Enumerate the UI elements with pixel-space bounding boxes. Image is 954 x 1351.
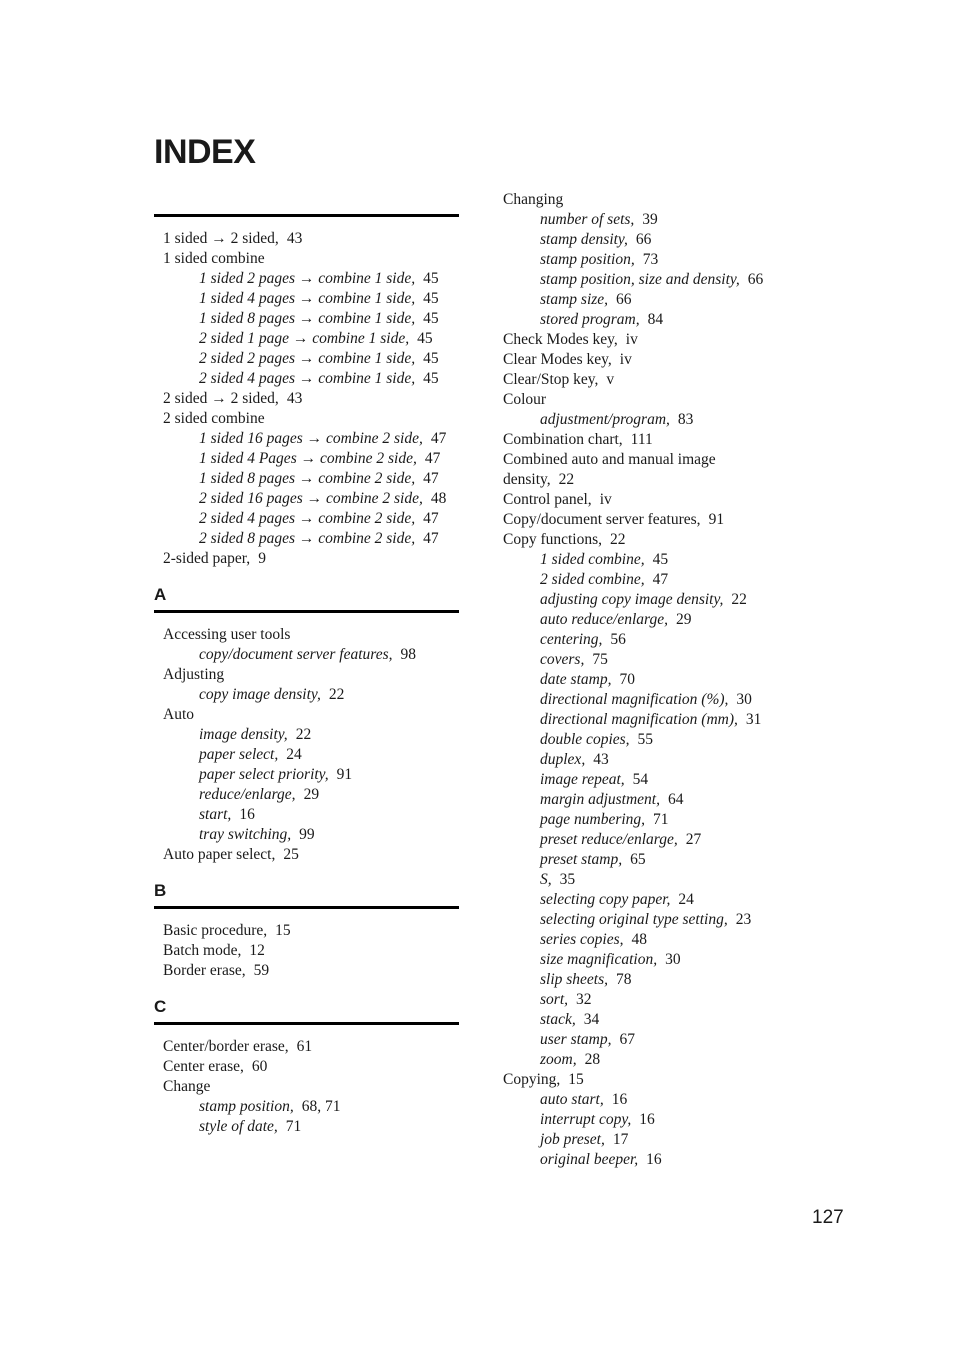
index-page-ref: 45 [423,310,439,327]
index-term: slip sheets, [540,971,609,988]
index-subentry [503,1090,803,1110]
index-term: 1 sided → 2 sided, [163,230,279,247]
index-page-ref: 45 [423,370,439,387]
index-term: Accessing user tools [163,626,291,643]
index-term: interrupt copy, [540,1111,632,1128]
index-page-ref: 25 [283,846,299,863]
index-group [154,1025,459,1137]
index-page-ref: 66 [616,291,632,308]
index-entry [154,941,459,961]
index-term: stamp position, size and density, [540,271,740,288]
index-page-ref: v [606,371,615,388]
index-term: 2 sided → 2 sided, [163,390,279,407]
index-page-ref: 61 [296,1038,313,1055]
index-page-ref: 35 [559,871,576,888]
index-term: Copying, [503,1071,561,1088]
index-page-ref: 16 [639,1111,655,1128]
index-subentry [503,990,803,1010]
section-letter: B [154,881,167,900]
index-term: tray switching, [199,826,292,843]
index-term: Border erase, [163,962,246,979]
index-subentry [503,850,803,870]
index-term: Combination chart, [503,431,623,448]
index-page-ref: 12 [249,942,265,959]
index-term: 2 sided 8 pages → combine 2 side, [199,530,416,547]
index-page-ref: 47 [423,530,439,547]
index-term: stamp density, [540,231,628,248]
index-page-ref: 66 [747,271,764,288]
index-page-ref: 27 [685,831,702,848]
index-term: Change [163,1078,211,1095]
index-subentry [154,1117,459,1137]
index-term: 2 sided 16 pages → combine 2 side, [199,490,423,507]
index-term: image repeat, [540,771,625,788]
index-page-ref: 47 [652,571,669,588]
index-page-ref: 48 [430,490,447,507]
index-term: Center erase, [163,1058,244,1075]
index-page-ref: 56 [610,631,626,648]
index-term: sort, [540,991,568,1008]
index-subentry [503,1110,803,1130]
index-term: 2 sided 4 pages → combine 2 side, [199,510,416,527]
index-entry [154,549,459,569]
index-entry [503,370,803,390]
index-term: size magnification, [540,951,658,968]
index-term: margin adjustment, [540,791,660,808]
index-subentry [503,590,803,610]
index-subentry [503,930,803,950]
index-entry [154,1037,459,1057]
index-page-ref: 16 [611,1091,628,1108]
index-term: 1 sided 8 pages → combine 2 side, [199,470,416,487]
index-entry [154,705,459,725]
index-entry [154,389,459,409]
index-term: Control panel, [503,491,592,508]
index-page-ref: 24 [678,891,694,908]
index-subentry [154,509,459,529]
index-term: Adjusting [163,666,225,683]
index-page-ref: 71 [653,811,669,828]
index-page-ref: 70 [619,671,635,688]
index-page-ref: 47 [430,430,447,447]
index-page-ref: 111 [630,431,653,448]
index-subentry [503,1130,803,1150]
index-entry [154,249,459,269]
index-entry [154,921,459,941]
index-group [154,217,459,569]
index-page-ref: 43 [593,751,609,768]
index-subentry [154,825,459,845]
index-entry [503,330,803,350]
index-entry [154,1057,459,1077]
index-page-ref: 16 [646,1151,662,1168]
index-subentry [503,770,803,790]
index-subentry [503,970,803,990]
index-entry [154,1077,459,1097]
index-page-ref: 15 [275,922,291,939]
index-term: image density, [199,726,288,743]
index-subentry [154,805,459,825]
index-subentry [503,210,803,230]
index-subentry [503,310,803,330]
index-page-ref: 64 [667,791,684,808]
section-letter: C [154,997,167,1016]
index-page-ref: 73 [642,251,659,268]
index-subentry [503,790,803,810]
index-term: Combined auto and manual image [503,451,716,468]
index-page-ref: 22 [558,471,575,488]
index-term: Check Modes key, [503,331,618,348]
index-page-ref: 48 [631,931,648,948]
index-term: duplex, [540,751,586,768]
index-page-ref: 71 [285,1118,302,1135]
index-page-ref: iv [599,491,612,508]
index-term: 1 sided 4 pages → combine 1 side, [199,290,416,307]
index-subentry [154,469,459,489]
index-entry [503,470,803,490]
index-entry [503,510,803,530]
index-term: Copy/document server features, [503,511,701,528]
index-term: Clear/Stop key, [503,371,599,388]
index-page-ref: 43 [286,230,303,247]
index-subentry [503,690,803,710]
index-page-ref: 16 [239,806,255,823]
index-term: 2 sided 2 pages → combine 1 side, [199,350,416,367]
index-entry [503,530,803,550]
index-entry [503,450,803,470]
index-page-ref: 31 [745,711,762,728]
index-subentry [503,950,803,970]
index-term: 1 sided 2 pages → combine 1 side, [199,270,416,287]
index-subentry [154,369,459,389]
index-term: density, [503,471,551,488]
index-subentry [503,910,803,930]
index-term: preset reduce/enlarge, [540,831,678,848]
index-term: double copies, [540,731,630,748]
index-subentry [503,1010,803,1030]
index-term: number of sets, [540,211,635,228]
index-page-ref: 54 [632,771,649,788]
index-term: Clear Modes key, [503,351,612,368]
index-term: reduce/enlarge, [199,786,296,803]
index-term: 2 sided combine [163,410,265,427]
index-page-ref: 65 [630,851,646,868]
index-term: style of date, [199,1118,278,1135]
index-term: Changing [503,191,564,208]
index-term: series copies, [540,931,624,948]
index-subentry [503,1030,803,1050]
index-term: copy/document server features, [199,646,393,663]
index-term: stamp position, [199,1098,294,1115]
index-term: paper select, [199,746,279,763]
index-term: Batch mode, [163,942,242,959]
index-page-ref: 22 [328,686,345,703]
index-term: stamp size, [540,291,609,308]
index-subentry [503,570,803,590]
index-page-ref: 32 [576,991,592,1008]
index-subentry [154,489,459,509]
index-subentry [154,529,459,549]
index-term: Auto [163,706,194,723]
index-entry [503,430,803,450]
index-page-ref: 99 [299,826,315,843]
index-term: start, [199,806,232,823]
section-letter: A [154,585,167,604]
index-group [154,909,459,981]
index-term: 1 sided 8 pages → combine 1 side, [199,310,416,327]
index-term: date stamp, [540,671,612,688]
index-page-ref: 68, 71 [301,1098,341,1115]
index-entry [503,190,803,210]
index-page-ref: 78 [616,971,632,988]
index-page-ref: 47 [423,470,439,487]
index-term: selecting original type setting, [540,911,728,928]
index-entry [503,1070,803,1090]
index-term: preset stamp, [540,851,623,868]
index-term: auto reduce/enlarge, [540,611,668,628]
index-subentry [503,810,803,830]
index-column-right [503,190,803,1170]
index-page-ref: 91 [708,511,725,528]
index-term: Basic procedure, [163,922,268,939]
index-subentry [154,449,459,469]
index-page-ref: 55 [637,731,654,748]
index-term: directional magnification (mm), [540,711,738,728]
index-subentry [154,725,459,745]
index-entry [154,229,459,249]
index-term: auto start, [540,1091,604,1108]
index-page-ref: 83 [677,411,694,428]
index-page-ref: 29 [675,611,692,628]
index-page-ref: 22 [731,591,747,608]
index-term: original beeper, [540,1151,639,1168]
index-page-ref: 60 [251,1058,268,1075]
index-subentry [154,785,459,805]
index-term: Center/border erase, [163,1038,289,1055]
index-page-ref: 45 [417,330,433,347]
index-page-ref: 45 [423,290,439,307]
index-page-ref: 84 [647,311,664,328]
index-term: page numbering, [540,811,646,828]
index-group [154,613,459,865]
index-page-ref: 22 [610,531,626,548]
index-term: Auto paper select, [163,846,276,863]
index-term: stored program, [540,311,640,328]
index-subentry [503,290,803,310]
index-page-ref: 22 [295,726,312,743]
index-subentry [503,230,803,250]
index-subentry [503,870,803,890]
index-term: directional magnification (%), [540,691,729,708]
index-subentry [154,765,459,785]
index-term: 2 sided 4 pages → combine 1 side, [199,370,416,387]
index-page-ref: 17 [612,1131,629,1148]
index-term: 1 sided 16 pages → combine 2 side, [199,430,423,447]
index-subentry [503,670,803,690]
index-entry [503,390,803,410]
index-page-ref: 43 [286,390,303,407]
index-subentry [154,349,459,369]
index-term: 1 sided combine, [540,551,645,568]
index-term: 2-sided paper, [163,550,251,567]
index-subentry [503,830,803,850]
index-page-ref: iv [625,331,638,348]
index-term: 2 sided combine, [540,571,645,588]
index-entry [503,490,803,510]
index-entry [154,625,459,645]
index-subentry [154,1097,459,1117]
index-subentry [154,685,459,705]
index-entry [154,845,459,865]
index-subentry [503,1150,803,1170]
index-subentry [154,745,459,765]
index-subentry [503,270,803,290]
index-page-ref: 91 [336,766,353,783]
index-page-ref: 39 [642,211,658,228]
page-title: INDEX [154,133,256,171]
index-term: stamp position, [540,251,635,268]
index-term: S, [540,871,552,888]
index-term: zoom, [540,1051,577,1068]
index-page-ref: 15 [568,1071,584,1088]
index-page-ref: 66 [635,231,652,248]
index-term: paper select priority, [199,766,329,783]
index-subentry [503,630,803,650]
index-term: centering, [540,631,603,648]
index-subentry [503,710,803,730]
index-page-ref: 98 [400,646,417,663]
index-subentry [503,650,803,670]
index-subentry [154,269,459,289]
page-number: 127 [812,1207,844,1228]
index-column-left [154,214,459,1137]
index-page-ref: 47 [423,510,439,527]
index-page-ref: 59 [253,962,270,979]
index-subentry [154,289,459,309]
index-subentry [503,890,803,910]
index-page-ref: 30 [736,691,752,708]
index-page-ref: 29 [303,786,320,803]
index-term: Copy functions, [503,531,603,548]
index-page-ref: 45 [652,551,669,568]
index-term: user stamp, [540,1031,612,1048]
index-term: stack, [540,1011,576,1028]
index-page-ref: 47 [424,450,441,467]
index-page-ref: 30 [665,951,681,968]
index-subentry [503,1050,803,1070]
index-term: adjustment/program, [540,411,670,428]
index-term: job preset, [540,1131,605,1148]
index-page-ref: 24 [286,746,302,763]
index-term: selecting copy paper, [540,891,671,908]
index-page-ref: 28 [584,1051,601,1068]
index-entry [154,409,459,429]
index-term: 2 sided 1 page → combine 1 side, [199,330,410,347]
index-entry [154,961,459,981]
index-page-ref: 34 [583,1011,600,1028]
index-entry [154,665,459,685]
index-page-ref: 75 [592,651,608,668]
index-subentry [503,250,803,270]
index-subentry [503,610,803,630]
index-subentry [503,730,803,750]
index-subentry [154,645,459,665]
index-page-ref: 45 [423,270,439,287]
index-subentry [154,329,459,349]
index-term: 1 sided combine [163,250,265,267]
index-subentry [154,309,459,329]
index-page-ref: 67 [619,1031,635,1048]
index-term: adjusting copy image density, [540,591,724,608]
index-subentry [503,750,803,770]
index-entry [503,350,803,370]
index-term: covers, [540,651,585,668]
index-subentry [503,550,803,570]
index-term: copy image density, [199,686,321,703]
index-subentry [503,410,803,430]
index-page-ref: 23 [735,911,752,928]
index-page-ref: 9 [258,550,266,567]
index-page-ref: 45 [423,350,439,367]
index-term: 1 sided 4 Pages → combine 2 side, [199,450,417,467]
index-term: Colour [503,391,547,408]
index-subentry [154,429,459,449]
index-page-ref: iv [619,351,632,368]
